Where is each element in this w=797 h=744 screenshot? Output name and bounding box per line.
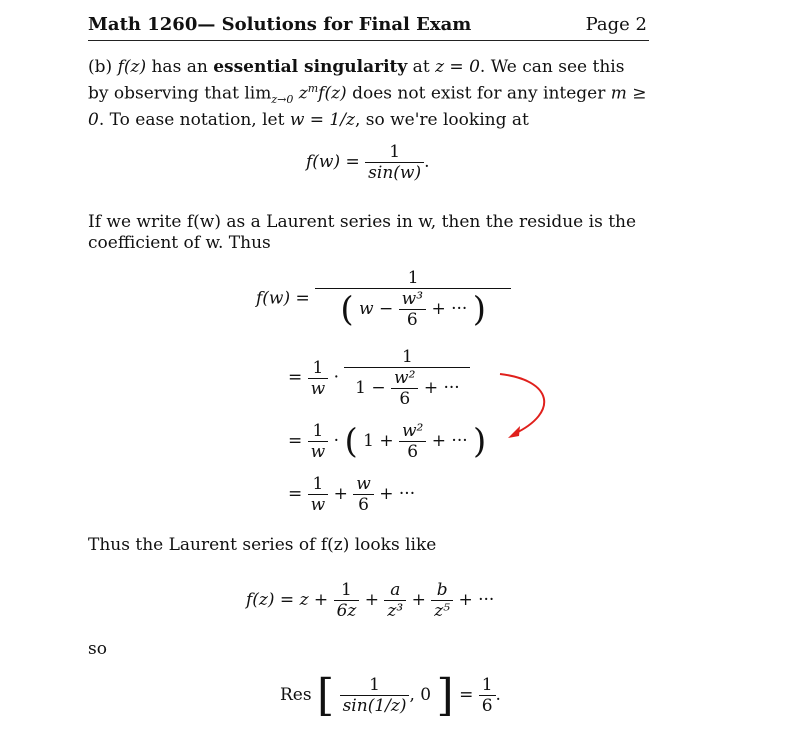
numerator: 1 — [481, 675, 493, 695]
denominator: w — [308, 378, 329, 399]
dot-operator: · — [333, 367, 340, 388]
eq-lhs: f(w) = — [256, 288, 310, 309]
math-fz: f(z) — [117, 57, 147, 77]
page-header — [88, 14, 649, 41]
laurent-line-1 — [256, 268, 511, 330]
term: + ··· — [379, 484, 416, 504]
laurent-line-4 — [288, 474, 415, 515]
denominator — [315, 288, 511, 330]
part-b-paragraph — [88, 57, 650, 131]
numerator: 1 — [312, 421, 324, 441]
numerator: 1 — [402, 347, 413, 367]
term: + ··· — [431, 299, 468, 319]
plus-sign: + — [364, 590, 380, 610]
text-run: at — [407, 57, 436, 77]
fraction — [365, 142, 424, 183]
math-m-condition: m ≥ 0 — [88, 83, 647, 131]
fraction — [340, 675, 410, 716]
eq-lhs: f(z) = z + — [246, 590, 329, 610]
laurent-line-3 — [288, 421, 486, 462]
denominator: w — [308, 441, 329, 462]
period: . — [495, 685, 501, 705]
denominator: 6 — [399, 441, 426, 462]
equals-sign: = — [459, 685, 474, 705]
denominator: 6 — [391, 388, 418, 409]
term: w − — [359, 299, 394, 319]
denominator: z⁵ — [431, 600, 453, 621]
fraction — [384, 580, 406, 621]
fraction — [334, 580, 360, 621]
fraction — [353, 474, 374, 515]
series-intro-paragraph: Thus the Laurent series of f(z) looks like — [88, 535, 437, 555]
fraction — [308, 421, 329, 462]
term: 1 + — [363, 431, 394, 451]
denominator: sin(w) — [365, 162, 424, 183]
denominator: w — [308, 494, 329, 515]
text-run: . To ease notation, let — [98, 110, 290, 131]
denominator: 6 — [353, 494, 374, 515]
term: + ··· — [423, 378, 460, 398]
header-title: Math 1260— Solutions for Final Exam — [88, 14, 472, 35]
equals-sign: = — [288, 367, 303, 388]
denominator: sin(1/z) — [340, 695, 410, 716]
plus-sign: + — [411, 590, 426, 610]
denominator: z³ — [384, 600, 406, 621]
text-run: , so we're looking at — [354, 110, 529, 131]
numerator: w — [356, 474, 371, 494]
fraction — [308, 358, 329, 399]
red-curved-arrow-icon — [494, 366, 558, 446]
equation-residue — [280, 670, 501, 721]
equals-sign: = — [288, 431, 303, 451]
text-run: has an — [146, 57, 214, 77]
right-paren: ) — [473, 421, 487, 462]
so-text: so — [88, 639, 107, 659]
denominator: 6z — [334, 600, 360, 621]
fraction — [399, 421, 426, 462]
eq-lhs: f(w) = — [306, 152, 360, 172]
numerator: w² — [401, 421, 424, 441]
period: . — [424, 152, 430, 172]
fraction — [315, 268, 511, 330]
term: + ··· — [431, 431, 468, 451]
fraction — [399, 289, 426, 330]
essential-singularity-term: essential singularity — [213, 57, 408, 77]
residue-operator: Res — [280, 685, 312, 705]
plus-sign: + — [333, 484, 348, 504]
math-fz: f(z) — [318, 83, 347, 104]
fraction — [431, 580, 453, 621]
limit-subscript: z→0 — [271, 93, 294, 107]
equation-laurent-series — [246, 580, 494, 621]
fraction — [479, 675, 496, 716]
term: , 0 — [409, 685, 432, 705]
math-m-exponent: m — [307, 82, 319, 95]
math-z: z — [293, 83, 308, 104]
fraction — [308, 474, 329, 515]
fraction — [344, 347, 470, 409]
page-number: Page 2 — [585, 14, 647, 35]
numerator: 1 — [369, 675, 380, 695]
part-label: (b) — [88, 57, 113, 77]
equation-f-of-w — [306, 142, 430, 183]
numerator: 1 — [389, 142, 401, 162]
text-run: . We can see this by observing that lim — [88, 57, 625, 104]
math-z-eq-0: z = 0 — [435, 57, 480, 77]
right-bracket: ] — [436, 670, 454, 721]
laurent-intro-paragraph: If we write f(w) as a Laurent series in w, then the residue is the coefficient of w. Thus — [88, 212, 637, 253]
term: 1 − — [355, 378, 386, 398]
numerator: b — [436, 580, 448, 600]
denominator: 6 — [399, 309, 426, 330]
fraction — [391, 368, 418, 409]
math-w-definition: w = 1/z — [289, 110, 355, 131]
left-bracket: [ — [317, 670, 335, 721]
numerator: 1 — [312, 474, 324, 494]
numerator: 1 — [341, 580, 352, 600]
denominator — [344, 367, 470, 409]
laurent-line-2 — [288, 347, 470, 409]
numerator: w² — [394, 368, 416, 388]
equals-sign: = — [288, 484, 303, 504]
left-paren: ( — [340, 289, 354, 330]
numerator: 1 — [407, 268, 419, 288]
denominator: 6 — [479, 695, 496, 716]
dot-operator: · — [333, 431, 340, 451]
text-run: does not exist for any integer — [346, 83, 611, 104]
numerator: 1 — [312, 357, 324, 378]
numerator: a — [390, 580, 401, 600]
left-paren: ( — [344, 421, 358, 462]
term: + ··· — [458, 590, 495, 610]
right-paren: ) — [472, 289, 486, 330]
numerator: w³ — [401, 289, 424, 309]
